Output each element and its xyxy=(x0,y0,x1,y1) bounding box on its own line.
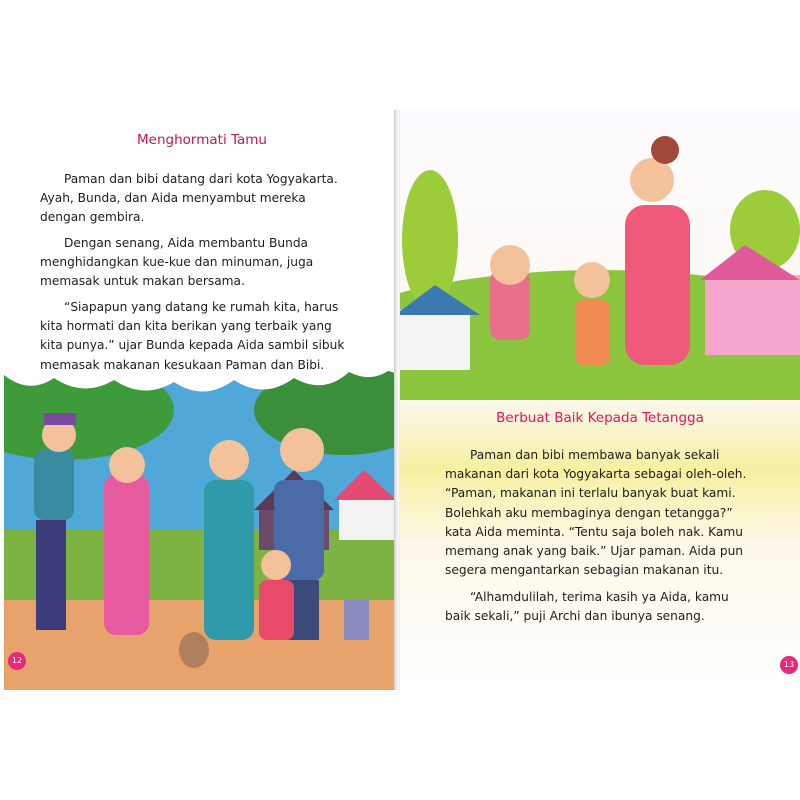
story-title: Berbuat Baik Kepada Tetangga xyxy=(496,410,704,426)
text-line: “Siapapun yang datang ke rumah kita, harus xyxy=(64,300,339,314)
text-line: “Paman, makanan ini terlalu banyak buat kami. xyxy=(445,486,736,501)
text-line: memasak untuk makan bersama. xyxy=(40,274,245,289)
page-number: 13 xyxy=(780,656,798,674)
text-line: menghidangkan kue-kue dan minuman, juga xyxy=(40,255,314,270)
text-line: kata Aida meminta. “Tentu saja boleh nak. Kamu xyxy=(445,524,743,539)
text-line: kita hormati dan kita berikan yang terbaik yang xyxy=(40,319,332,334)
right-page xyxy=(400,110,800,690)
text-line: “Alhamdulilah, terima kasih ya Aida, kamu xyxy=(470,590,729,604)
text-line: memang anak yang baik.” Ujar paman. Aida pun xyxy=(445,543,744,558)
paragraph xyxy=(445,446,746,580)
text-line: makanan dari kota Yogyakarta sebagai oleh-oleh. xyxy=(445,467,747,482)
text-line: baik sekali,” puji Archi dan ibunya senang. xyxy=(445,609,705,624)
text-line: Bolehkah aku membaginya dengan tetangga?” xyxy=(445,505,733,520)
text-line: Paman dan bibi datang dari kota Yogyakarta. xyxy=(64,172,338,186)
text-line: Paman dan bibi membawa banyak sekali xyxy=(470,448,720,462)
text-line: kita punya.” ujar Bunda kepada Aida sambil sibuk xyxy=(40,338,345,353)
story-title: Menghormati Tamu xyxy=(137,132,267,148)
left-page xyxy=(4,110,396,690)
text-line: segera mengantarkan sebagian makanan itu. xyxy=(445,563,724,578)
paragraph xyxy=(445,588,729,626)
paragraph xyxy=(40,170,338,228)
text-line: memasak makanan kesukaan Paman dan Bibi. xyxy=(40,357,325,372)
text-line: Dengan senang, Aida membantu Bunda xyxy=(64,236,309,250)
neighbors-illustration xyxy=(400,110,800,400)
text-line: dengan gembira. xyxy=(40,210,145,225)
paragraph xyxy=(40,298,344,375)
text-line: Ayah, Bunda, dan Aida menyambut mereka xyxy=(40,191,306,206)
paragraph xyxy=(40,234,313,292)
page-number: 12 xyxy=(8,652,26,670)
